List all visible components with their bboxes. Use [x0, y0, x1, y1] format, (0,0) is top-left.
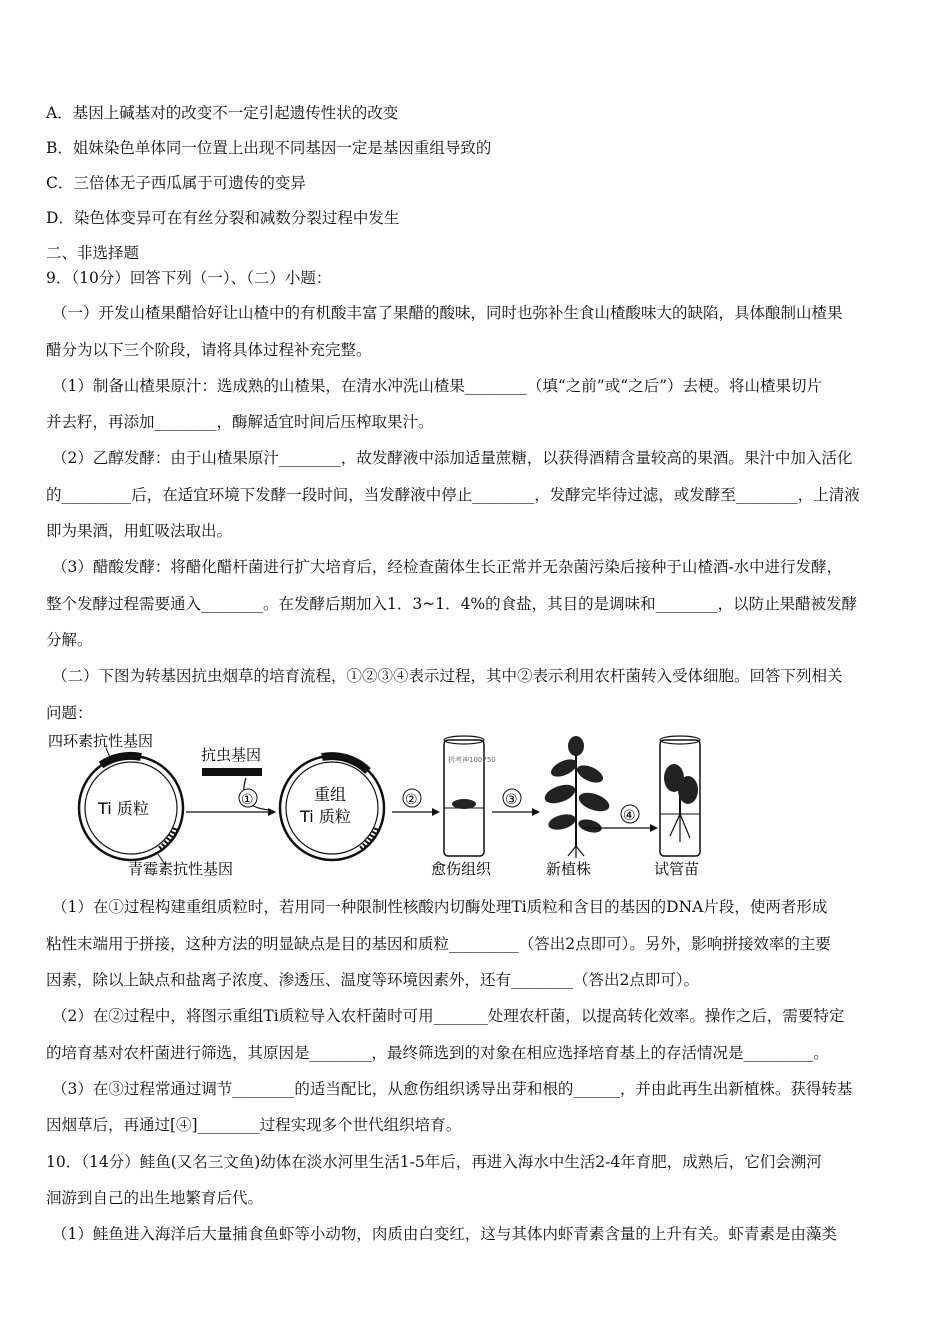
step3-label: ③	[505, 792, 518, 808]
plantlet-label: 试管苗	[654, 860, 700, 878]
step4-label: ④	[623, 808, 636, 824]
q9-2-line1: （2）乙醇发酵：由于山楂果原汁________，故发酵液中添加适量蔗糖，以获得酒精含量较高的果酒。果汁中加入活化	[52, 449, 853, 467]
new-plant-leaf-4	[542, 781, 578, 807]
q9-ii-3-line1: （3）在③过程常通过调节________的适当配比，从愈伤组织诱导出芽和根的______，并由此再生出新植株。获得转基	[52, 1080, 853, 1098]
figure-watermark: 折考神100750	[448, 756, 496, 764]
question-10-line2: 洄游到自己的出生地繁育后代。	[46, 1189, 264, 1207]
arrow-step3-head	[532, 808, 540, 816]
line-d-option: D．染色体变异可在有丝分裂和减数分裂过程中发生	[46, 209, 400, 227]
section-heading: 二、非选择题	[46, 244, 140, 262]
line-a-option: A．基因上碱基对的改变不一定引起遗传性状的改变	[46, 104, 399, 122]
insect-gene-fragment	[202, 768, 262, 776]
callus-tissue	[452, 799, 476, 809]
insect-gene-label: 抗虫基因	[201, 746, 262, 764]
ti-plasmid-label: Ti 质粒	[98, 799, 149, 818]
q9-ii-2-line1: （2）在②过程中，将图示重组Ti质粒导入农杆菌时可用_______处理农杆菌，以提高转化效率。操作之后，需要特定	[52, 1007, 845, 1025]
new-plant-leaf-5	[576, 789, 612, 815]
q9-3-line1: （3）醋酸发酵：将醋化醋杆菌进行扩大培育后，经检查菌体生长正常并无杂菌污染后接种于山楂酒-水中进行发酵，	[52, 558, 843, 576]
q9-ii-2-line2: 的培育基对农杆菌进行筛选，其原因是________，最终筛选到的对象在相应选择培育基上的存活情况是_________。	[46, 1044, 829, 1062]
new-plant-leaf-2	[548, 756, 579, 781]
new-plant-roots	[568, 846, 584, 858]
step1-label: ①	[241, 792, 254, 808]
new-plant-leaf-3	[574, 762, 605, 787]
tetracycline-label: 四环素抗性基因	[48, 732, 154, 750]
q9-2-line2: 的_________后，在适宜环境下发酵一段时间，当发酵液中停止________，发酵完毕待过滤，或发酵至________，上清液	[46, 486, 860, 504]
q9-part1-intro-line1: （一）开发山楂果醋恰好让山楂中的有机酸丰富了果醋的酸味，同时也弥补生食山楂酸味大的缺陷，具体酿制山楂果	[52, 304, 843, 322]
transgenic-tobacco-figure	[46, 728, 906, 880]
q9-ii-1-line2: 粘性末端用于拼接，这种方法的明显缺点是目的基因和质粒_________（答出2点即可）。另外，影响拼接效率的主要	[46, 935, 831, 953]
new-plant-label: 新植株	[546, 860, 592, 878]
question-9-title: 9．（10分）回答下列（一）、（二）小题：	[46, 269, 332, 287]
q9-ii-3-line2: 因烟草后，再通过[④]________过程实现多个世代组织培育。	[46, 1116, 462, 1134]
new-plant-leaf-1	[568, 736, 584, 756]
q9-part2-intro-line2: 问题：	[46, 704, 93, 722]
q10-1-line1: （1）鲑鱼进入海洋后大量捕食鱼虾等小动物，肉质由白变红，这与其体内虾青素含量的上升有关。虾青素是由藻类	[52, 1225, 837, 1243]
new-plant-leaf-7	[577, 817, 603, 835]
q9-ii-1-line3: 因素，除以上缺点和盐离子浓度、渗透压、温度等环境因素外，还有________（答出2点即可）。	[46, 971, 700, 989]
arrow-step1-head	[268, 808, 276, 816]
plantlet-roots	[670, 814, 690, 842]
q9-3-line3: 分解。	[46, 631, 93, 649]
recombinant-label-2: Ti 质粒	[300, 807, 351, 826]
step2-label: ②	[405, 792, 418, 808]
line-b-option: B．姐妹染色单体同一位置上出现不同基因一定是基因重组导致的	[46, 139, 492, 157]
q9-1-line2: 并去籽，再添加________，酶解适宜时间后压榨取果汁。	[46, 413, 434, 431]
new-plant-leaf-6	[547, 812, 578, 833]
arrow-step4-head	[650, 824, 658, 832]
callus-label: 愈伤组织	[431, 860, 492, 878]
arrow-step2-head	[432, 808, 440, 816]
plantlet-leaf-2	[678, 776, 698, 804]
q9-1-line1: （1）制备山楂果原汁：选成熟的山楂果，在清水冲洗山楂果________（填“之前”或“之后”）去梗。将山楂果切片	[52, 377, 823, 395]
recombinant-label-1: 重组	[314, 785, 347, 804]
q9-part1-intro-line2: 醋分为以下三个阶段，请将具体过程补充完整。	[46, 341, 372, 359]
q9-3-line2: 整个发酵过程需要通入________。在发酵后期加入1．3~1．4%的食盐，其目的是调味和________，以防止果醋被发酵	[46, 595, 858, 613]
q9-ii-1-line1: （1）在①过程构建重组质粒时，若用同一种限制性核酸内切酶处理Ti质粒和含目的基因的DNA片段，使两者形成	[52, 898, 828, 916]
line-c-option: C．三倍体无子西瓜属于可遗传的变异	[46, 174, 306, 192]
q9-part2-intro-line1: （二）下图为转基因抗虫烟草的培育流程，①②③④表示过程，其中②表示利用农杆菌转入受体细胞。回答下列相关	[52, 667, 843, 685]
question-10-line1: 10．（14分）鲑鱼(又名三文鱼)幼体在淡水河里生活1-5年后，再进入海水中生活2-4年育肥，成熟后，它们会溯河	[46, 1153, 822, 1171]
q9-2-line3: 即为果酒，用虹吸法取出。	[46, 522, 233, 540]
penicillin-label: 青霉素抗性基因	[128, 860, 234, 878]
